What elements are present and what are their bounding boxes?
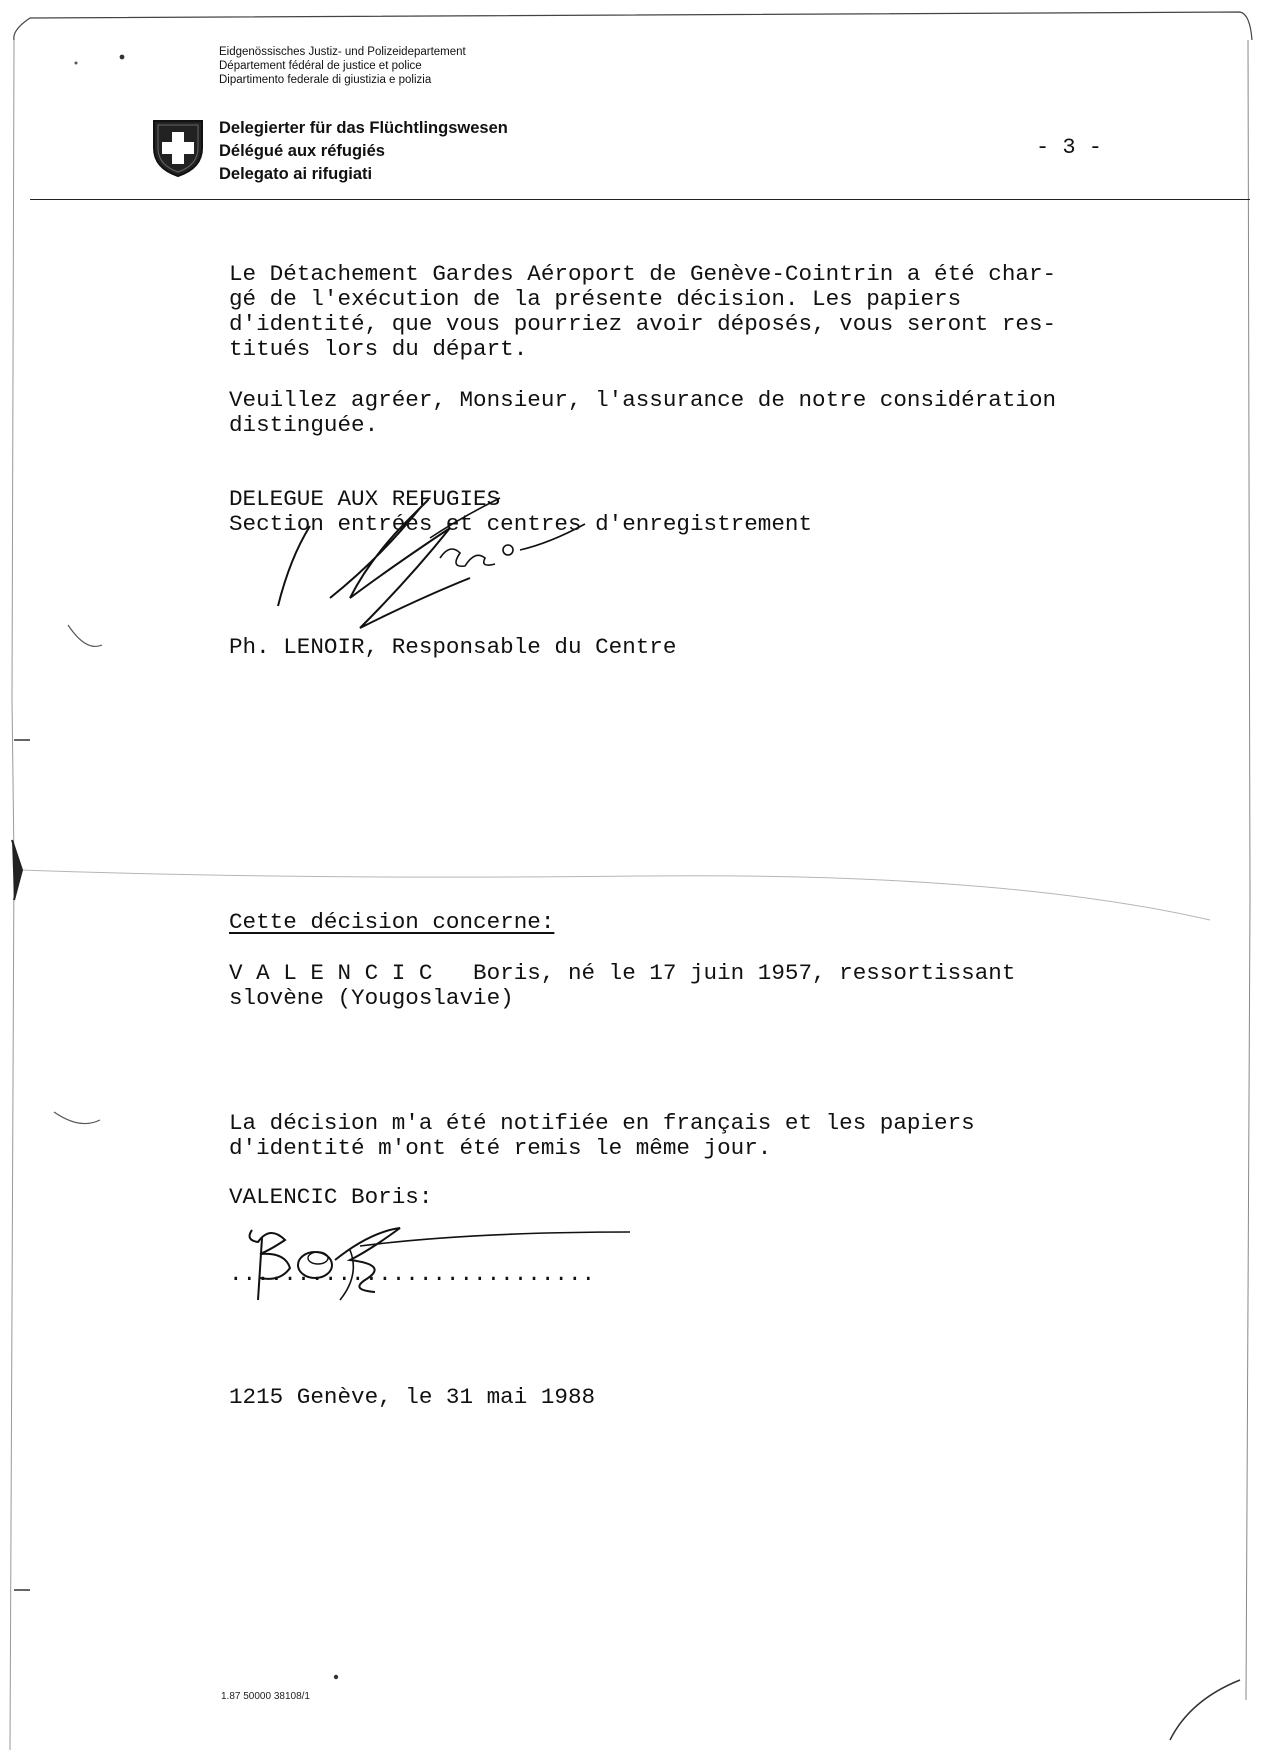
paragraph-execution-line-1: Le Détachement Gardes Aéroport de Genève-Cointrin a été char- — [229, 261, 1057, 287]
person-details-line-1: V A L E N C I C Boris, né le 17 juin 1957, ressortissant — [229, 960, 1016, 986]
office-name-it: Delegato ai rifugiati — [219, 165, 373, 183]
office-name-fr: Délégué aux réfugiés — [219, 142, 385, 160]
department-name-fr: Département fédéral de justice et police — [219, 60, 422, 72]
page-number: - 3 - — [1036, 135, 1103, 160]
form-code: 1.87 50000 38108/1 — [221, 1691, 310, 1702]
sender-office: DELEGUE AUX REFUGIES — [229, 486, 501, 512]
lenoir-signature — [270, 488, 600, 638]
signature-dotted-line: ........................... — [229, 1261, 596, 1287]
paragraph-execution-line-4: titués lors du départ. — [229, 336, 528, 362]
acknowledgment-line-2: d'identité m'ont été remis le même jour. — [229, 1135, 772, 1161]
department-name-it: Dipartimento federale di giustizia e polizia — [219, 74, 432, 86]
office-name-de: Delegierter für das Flüchtlingswesen — [219, 119, 508, 137]
signatory-name: Ph. LENOIR, Responsable du Centre — [229, 634, 677, 660]
place-date: 1215 Genève, le 31 mai 1988 — [229, 1384, 596, 1410]
swiss-cross-shield-icon — [151, 118, 205, 178]
sender-section: Section entrées et centres d'enregistrement — [229, 511, 813, 537]
paragraph-execution-line-2: gé de l'exécution de la présente décision. Les papiers — [229, 286, 962, 312]
concerns-heading: Cette décision concerne: — [229, 909, 555, 935]
valencic-signature — [240, 1220, 640, 1310]
recipient-name-label: VALENCIC Boris: — [229, 1184, 433, 1210]
closing-line-2: distinguée. — [229, 412, 379, 438]
header-divider — [30, 199, 1250, 200]
person-details-line-2: slovène (Yougoslavie) — [229, 985, 514, 1011]
closing-line-1: Veuillez agréer, Monsieur, l'assurance de notre considération — [229, 387, 1057, 413]
paragraph-execution-line-3: d'identité, que vous pourriez avoir déposés, vous seront res- — [229, 311, 1057, 337]
department-name-de: Eidgenössisches Justiz- und Polizeidepartement — [219, 46, 466, 58]
acknowledgment-line-1: La décision m'a été notifiée en français et les papiers — [229, 1110, 975, 1136]
